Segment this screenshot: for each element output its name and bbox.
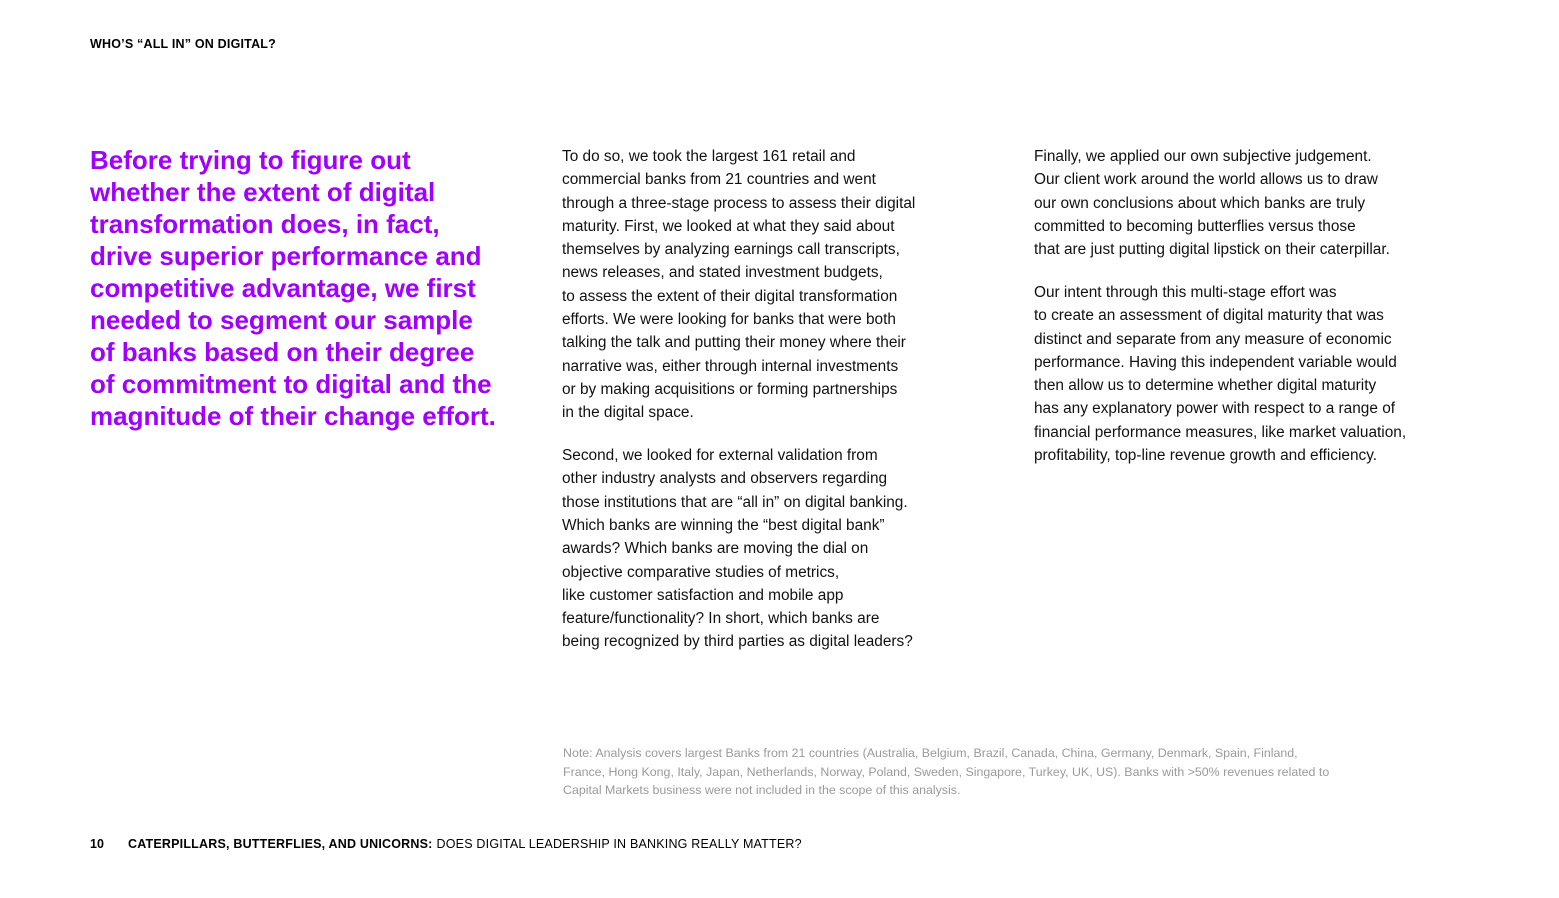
text-line: like customer satisfaction and mobile app	[562, 586, 844, 604]
text-line: feature/functionality? In short, which banks are	[562, 610, 880, 628]
footnote-line: Note: Analysis covers largest Banks from 21 countries (Australia, Belgium, Brazil, Canada, China, Germany, Denmark, Spain, Finland,	[563, 746, 1298, 760]
section-label: WHO’S “ALL IN” ON DIGITAL?	[90, 37, 276, 51]
text-line: through a three-stage process to assess their digital	[562, 194, 916, 212]
body-column-2	[562, 145, 915, 673]
pull-quote-line: Before trying to figure out	[90, 145, 411, 175]
text-line: Finally, we applied our own subjective judgement.	[1034, 148, 1372, 165]
text-line: efforts. We were looking for banks that were both	[562, 311, 896, 329]
text-line: that are just putting digital lipstick on their caterpillar.	[1034, 241, 1390, 259]
text-line: distinct and separate from any measure of economic	[1034, 330, 1392, 348]
pull-quote-line: transformation does, in fact,	[90, 209, 440, 239]
text-line: to create an assessment of digital maturity that was	[1034, 307, 1384, 325]
pull-quote-line: needed to segment our sample	[90, 305, 473, 335]
text-line: performance. Having this independent variable would	[1034, 353, 1397, 371]
text-line: profitability, top-line revenue growth and efficiency.	[1034, 447, 1378, 465]
text-line: awards? Which banks are moving the dial on	[562, 540, 869, 558]
pull-quote-line: magnitude of their change effort.	[90, 401, 496, 431]
text-line: then allow us to determine whether digital maturity	[1034, 377, 1377, 395]
body-paragraph	[1034, 145, 1406, 261]
text-line: objective comparative studies of metrics,	[562, 563, 840, 581]
text-line: commercial banks from 21 countries and went	[562, 171, 876, 189]
text-line: being recognized by third parties as digital leaders?	[562, 633, 913, 651]
body-paragraph	[562, 444, 915, 654]
pull-quote-line: competitive advantage, we first	[90, 273, 476, 303]
footnote-line: Capital Markets business were not included in the scope of this analysis.	[563, 783, 961, 797]
pull-quote-line: whether the extent of digital	[90, 177, 436, 207]
text-line: themselves by analyzing earnings call transcripts,	[562, 241, 900, 259]
text-line: in the digital space.	[562, 404, 694, 422]
pull-quote-line: of commitment to digital and the	[90, 369, 492, 399]
text-line: other industry analysts and observers regarding	[562, 470, 888, 488]
text-line: to assess the extent of their digital transformation	[562, 287, 898, 305]
text-line: To do so, we took the largest 161 retail and	[562, 148, 856, 165]
report-subtitle: DOES DIGITAL LEADERSHIP IN BANKING REALLY MATTER?	[436, 837, 802, 851]
footnote	[563, 744, 1329, 800]
pull-quote-line: of banks based on their degree	[90, 337, 475, 367]
pull-quote	[90, 144, 540, 432]
text-line: those institutions that are “all in” on digital banking.	[562, 493, 908, 511]
body-column-3	[1034, 145, 1406, 487]
footnote-line: France, Hong Kong, Italy, Japan, Netherlands, Norway, Poland, Sweden, Singapore, Turkey, UK, US). Banks with >50% revenues related to	[563, 764, 1330, 779]
text-line: Second, we looked for external validation from	[562, 447, 878, 465]
text-line: narrative was, either through internal investments	[562, 357, 899, 375]
text-line: maturity. First, we looked at what they said about	[562, 217, 895, 235]
text-line: Our client work around the world allows us to draw	[1034, 171, 1378, 189]
text-line: Our intent through this multi-stage effort was	[1034, 283, 1337, 301]
text-line: or by making acquisitions or forming partnerships	[562, 380, 898, 398]
body-paragraph	[562, 145, 915, 425]
page-footer	[90, 837, 802, 851]
text-line: has any explanatory power with respect to a range of	[1034, 400, 1396, 418]
text-line: news releases, and stated investment budgets,	[562, 264, 883, 282]
body-paragraph	[1034, 281, 1406, 467]
text-line: talking the talk and putting their money where their	[562, 334, 906, 352]
text-line: financial performance measures, like market valuation,	[1034, 423, 1407, 441]
text-line: committed to becoming butterflies versus those	[1034, 217, 1356, 235]
report-title: CATERPILLARS, BUTTERFLIES, AND UNICORNS:	[128, 837, 433, 851]
pull-quote-line: drive superior performance and	[90, 241, 482, 271]
text-line: Which banks are winning the “best digital bank”	[562, 516, 885, 534]
page-number: 10	[90, 837, 104, 851]
text-line: our own conclusions about which banks are truly	[1034, 194, 1366, 212]
